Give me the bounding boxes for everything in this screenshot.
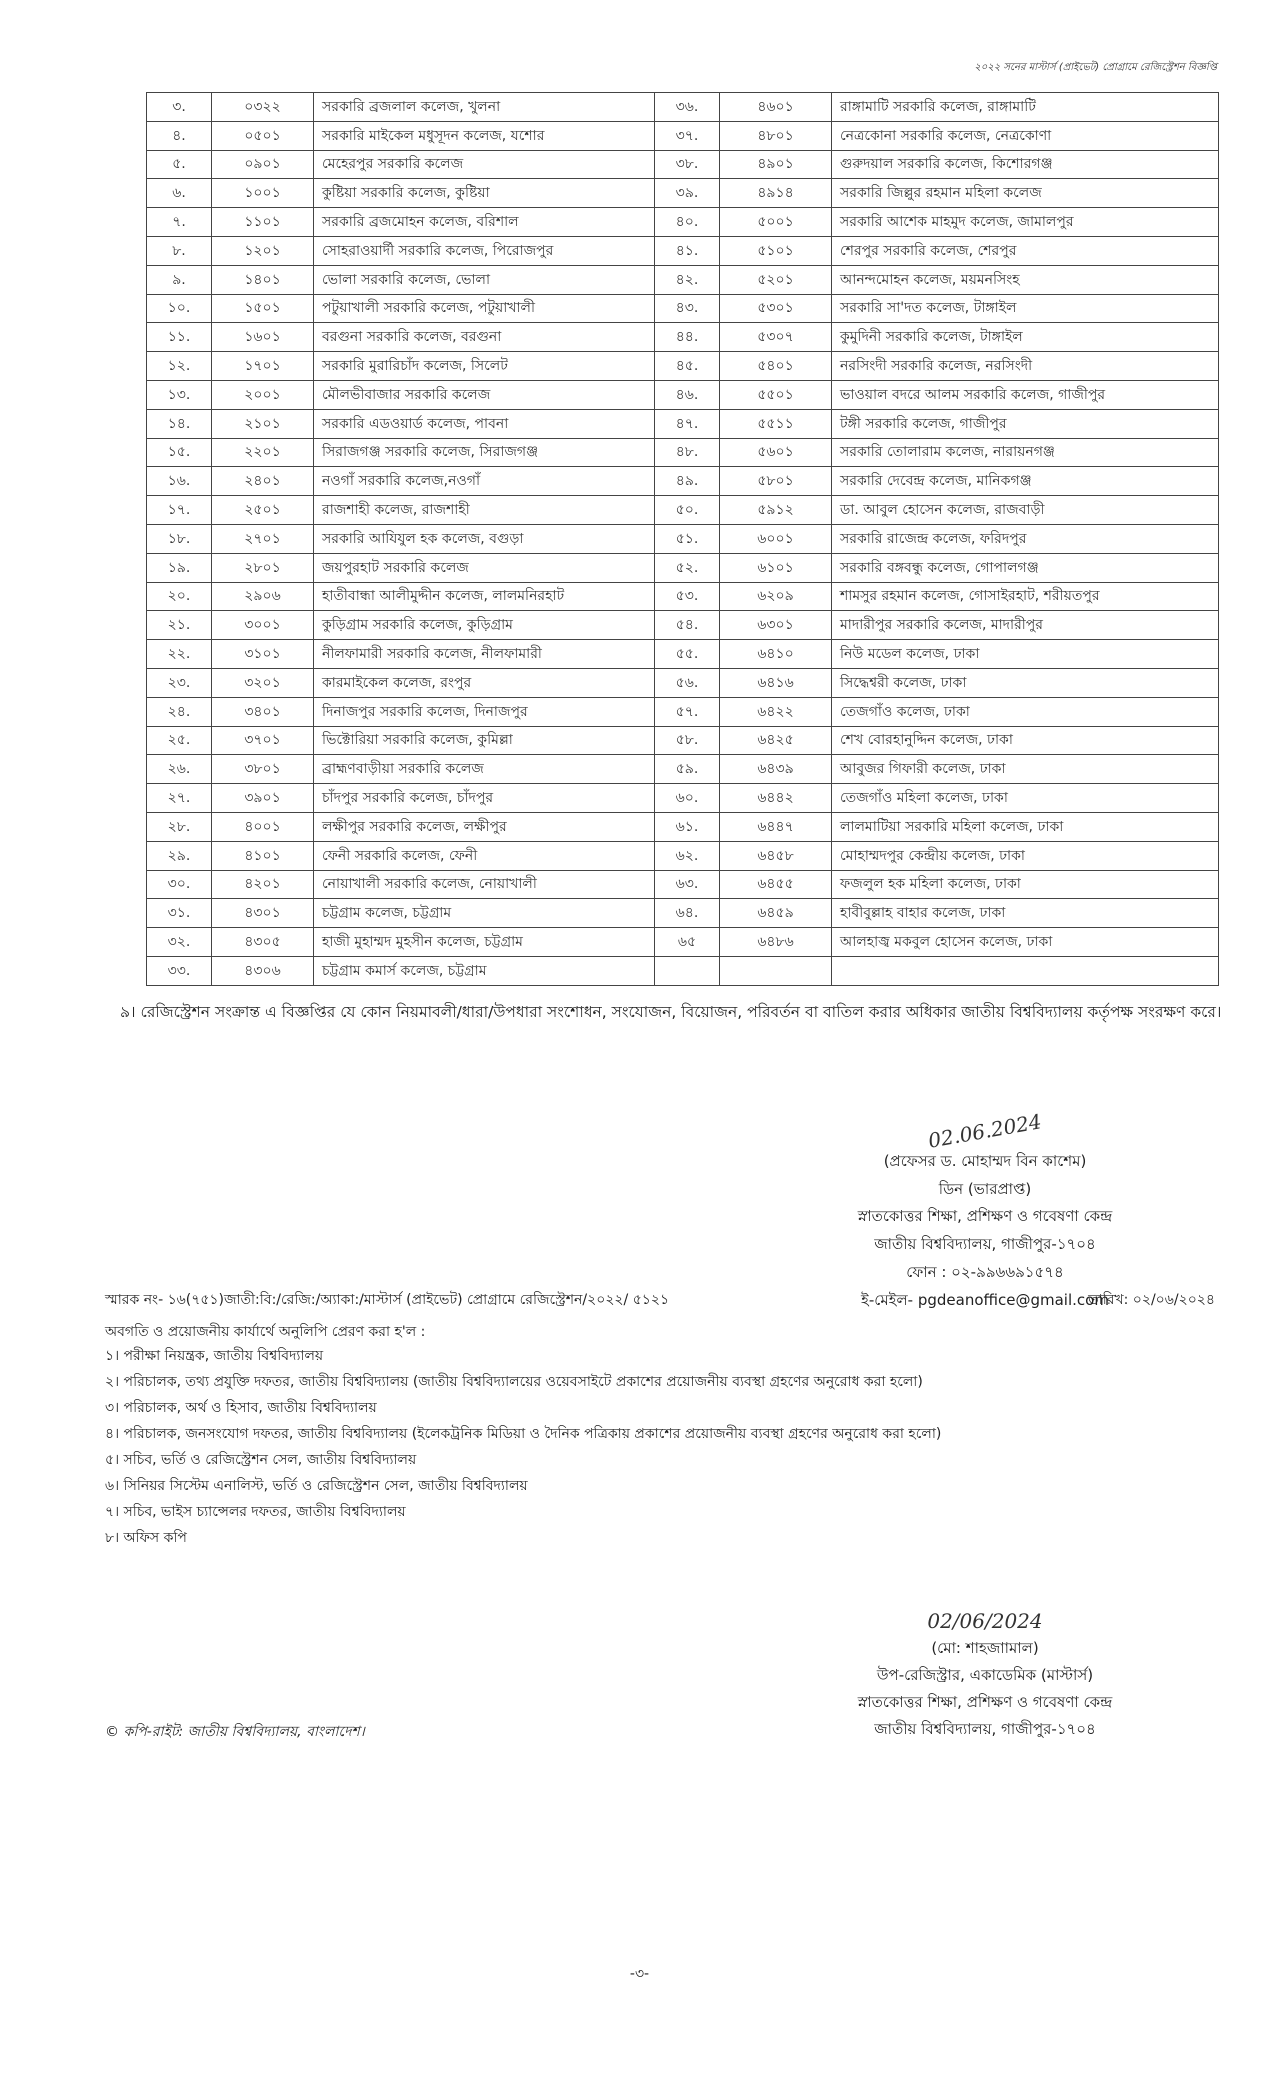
serial-cell: ৩১. <box>147 899 212 928</box>
code-cell: ৬২০৯ <box>720 582 832 611</box>
serial-cell: ১৫. <box>147 438 212 467</box>
code-cell: ২১০১ <box>212 409 314 438</box>
college-name-cell: মেহেরপুর সরকারি কলেজ <box>314 150 655 179</box>
code-cell: ৪১০১ <box>212 841 314 870</box>
serial-cell: ৫৮. <box>655 726 720 755</box>
college-name-cell: নীলফামারী সরকারি কলেজ, নীলফামারী <box>314 640 655 669</box>
memo-intro: অবগতি ও প্রয়োজনীয় কার্যার্থে অনুলিপি প্রেরণ করা হ'ল : <box>105 1324 426 1340</box>
code-cell: ৫৬০১ <box>720 438 832 467</box>
code-cell: ৫৩০১ <box>720 294 832 323</box>
code-cell: ৪৩০৬ <box>212 956 314 985</box>
code-cell: ৫৩০৭ <box>720 323 832 352</box>
code-cell: ৬৪৫৮ <box>720 841 832 870</box>
table-row <box>147 784 1219 813</box>
college-name-cell: রাজশাহী কলেজ, রাজশাহী <box>314 496 655 525</box>
college-name-cell: সরকারি তোলারাম কলেজ, নারায়নগঞ্জ <box>832 438 1219 467</box>
college-name-cell: সরকারি ব্রজমোহন কলেজ, বরিশাল <box>314 208 655 237</box>
code-cell: ০৯০১ <box>212 150 314 179</box>
table-row <box>147 928 1219 957</box>
serial-cell: ৫২. <box>655 553 720 582</box>
college-name-cell: সরকারি রাজেন্দ্র কলেজ, ফরিদপুর <box>832 524 1219 553</box>
memo-reference: স্মারক নং- ১৬(৭৫১)জাতী:বি:/রেজি:/অ্যাকা:/মাস্টার্স (প্রাইভেট) প্রোগ্রামে রেজিস্ট্রেশন/২০২২/ ৫১২১ <box>105 1292 670 1308</box>
table-row <box>147 179 1219 208</box>
serial-cell: ৮. <box>147 236 212 265</box>
code-cell: ৪৮০১ <box>720 121 832 150</box>
code-cell: ৬১০১ <box>720 553 832 582</box>
college-name-cell: চট্টগ্রাম কমার্স কলেজ, চট্টগ্রাম <box>314 956 655 985</box>
college-name-cell: কুড়িগ্রাম সরকারি কলেজ, কুড়িগ্রাম <box>314 611 655 640</box>
copy-recipient: ২। পরিচালক, তথ্য প্রযুক্তি দফতর, জাতীয় বিশ্ববিদ্যালয় (জাতীয় বিশ্ববিদ্যালয়ের ওয়েবসাইটে প্রকাশের প্রয়োজনীয় ব্যবস্থা গ্রহণের অনুরোধ করা হলো) <box>105 1374 923 1390</box>
serial-cell: ২৯. <box>147 841 212 870</box>
college-name-cell: কুমুদিনী সরকারি কলেজ, টাঙ্গাইল <box>832 323 1219 352</box>
code-cell: ৬৪৫৫ <box>720 870 832 899</box>
college-name-cell: তেজগাঁও মহিলা কলেজ, ঢাকা <box>832 784 1219 813</box>
college-name-cell: চট্টগ্রাম কলেজ, চট্টগ্রাম <box>314 899 655 928</box>
serial-cell: ২৫. <box>147 726 212 755</box>
code-cell: ৫০০১ <box>720 208 832 237</box>
college-name-cell: তেজগাঁও কলেজ, ঢাকা <box>832 697 1219 726</box>
table-row <box>147 208 1219 237</box>
code-cell: ৬৪৫৯ <box>720 899 832 928</box>
code-cell: ৪২০১ <box>212 870 314 899</box>
code-cell: ৪৩০৫ <box>212 928 314 957</box>
table-row <box>147 265 1219 294</box>
table-row <box>147 755 1219 784</box>
serial-cell: ১১. <box>147 323 212 352</box>
serial-cell: ৩৮. <box>655 150 720 179</box>
serial-cell: ১২. <box>147 352 212 381</box>
college-name-cell: ব্রাহ্মণবাড়ীয়া সরকারি কলেজ <box>314 755 655 784</box>
college-table <box>146 92 1219 986</box>
college-name-cell: সরকারি বঙ্গবন্ধু কলেজ, গোপালগঞ্জ <box>832 553 1219 582</box>
code-cell: ২৫০১ <box>212 496 314 525</box>
code-cell: ৫৯১২ <box>720 496 832 525</box>
table-row <box>147 956 1219 985</box>
code-cell: ৫৫১১ <box>720 409 832 438</box>
serial-cell: ২২. <box>147 640 212 669</box>
college-name-cell: নরসিংদী সরকারি কলেজ, নরসিংদী <box>832 352 1219 381</box>
signatory-dept: স্নাতকোত্তর শিক্ষা, প্রশিক্ষণ ও গবেষণা কেন্দ্র <box>857 1693 1113 1711</box>
serial-cell: ৩৯. <box>655 179 720 208</box>
code-cell: ০৫০১ <box>212 121 314 150</box>
serial-cell: ৬২. <box>655 841 720 870</box>
college-name-cell: হাজী মুহাম্মদ মুহসীন কলেজ, চট্টগ্রাম <box>314 928 655 957</box>
table-row <box>147 150 1219 179</box>
serial-cell: ৪২. <box>655 265 720 294</box>
college-name-cell: শেখ বোরহানুদ্দিন কলেজ, ঢাকা <box>832 726 1219 755</box>
table-row <box>147 553 1219 582</box>
signatory-name: (প্রফেসর ড. মোহাম্মদ বিন কাশেম) <box>883 1151 1087 1170</box>
code-cell: ৩৭০১ <box>212 726 314 755</box>
registrar-signature-block <box>820 1608 1150 1743</box>
college-name-cell: সরকারি এডওয়ার্ড কলেজ, পাবনা <box>314 409 655 438</box>
code-cell: ৪০০১ <box>212 812 314 841</box>
serial-cell: ১৯. <box>147 553 212 582</box>
college-name-cell: ভিক্টোরিয়া সরকারি কলেজ, কুমিল্লা <box>314 726 655 755</box>
college-name-cell: গুরুদয়াল সরকারি কলেজ, কিশোরগঞ্জ <box>832 150 1219 179</box>
serial-cell: ৫৩. <box>655 582 720 611</box>
serial-cell: ৬৫ <box>655 928 720 957</box>
code-cell: ৪৩০১ <box>212 899 314 928</box>
signatory-phone: ফোন : ০২-৯৯৬৬৯১৫৭৪ <box>906 1262 1064 1281</box>
code-cell: ৫৫০১ <box>720 380 832 409</box>
running-header: ২০২২ সনের মাস্টার্স (প্রাইভেট) প্রোগ্রামে রেজিস্ট্রেশন বিজ্ঞপ্তি <box>974 62 1217 73</box>
copy-recipient: ৩। পরিচালক, অর্থ ও হিসাব, জাতীয় বিশ্ববিদ্যালয় <box>105 1400 377 1416</box>
college-name-cell: দিনাজপুর সরকারি কলেজ, দিনাজপুর <box>314 697 655 726</box>
serial-cell: ৩২. <box>147 928 212 957</box>
table-row <box>147 323 1219 352</box>
college-name-cell: নিউ মডেল কলেজ, ঢাকা <box>832 640 1219 669</box>
copy-recipient: ৮। অফিস কপি <box>105 1530 187 1546</box>
table-row <box>147 611 1219 640</box>
college-name-cell: মোহাম্মদপুর কেন্দ্রীয় কলেজ, ঢাকা <box>832 841 1219 870</box>
code-cell: ১৬০১ <box>212 323 314 352</box>
serial-cell: ৪১. <box>655 236 720 265</box>
serial-cell <box>655 956 720 985</box>
copy-recipient: ৪। পরিচালক, জনসংযোগ দফতর, জাতীয় বিশ্ববিদ্যালয় (ইলেকট্রনিক মিডিয়া ও দৈনিক পত্রিকায় প্রকাশের প্রয়োজনীয় ব্যবস্থা গ্রহণের অনুরোধ করা হলো) <box>105 1426 942 1442</box>
serial-cell: ১৪. <box>147 409 212 438</box>
college-name-cell <box>832 956 1219 985</box>
code-cell: ৬৪১০ <box>720 640 832 669</box>
college-name-cell: সরকারি মাইকেল মধুসূদন কলেজ, যশোর <box>314 121 655 150</box>
dean-signature-block <box>820 1109 1150 1315</box>
code-cell: ৬০০১ <box>720 524 832 553</box>
college-name-cell: আলহাজ্ব মকবুল হোসেন কলেজ, ঢাকা <box>832 928 1219 957</box>
college-name-cell: পটুয়াখালী সরকারি কলেজ, পটুয়াখালী <box>314 294 655 323</box>
serial-cell: ২০. <box>147 582 212 611</box>
serial-cell: ৬৪. <box>655 899 720 928</box>
college-name-cell: হাতীবান্ধা আলীমুদ্দীন কলেজ, লালমনিরহাট <box>314 582 655 611</box>
college-name-cell: শেরপুর সরকারি কলেজ, শেরপুর <box>832 236 1219 265</box>
college-name-cell: নেত্রকোনা সরকারি কলেজ, নেত্রকোণা <box>832 121 1219 150</box>
code-cell: ৬৪৪৭ <box>720 812 832 841</box>
college-name-cell: সরকারি সা'দত কলেজ, টাঙ্গাইল <box>832 294 1219 323</box>
code-cell: ৪৯০১ <box>720 150 832 179</box>
code-cell: ৫৮০১ <box>720 467 832 496</box>
signatory-name: (মো: শাহজাামাল) <box>931 1639 1039 1657</box>
code-cell: ৩৮০১ <box>212 755 314 784</box>
serial-cell: ৬. <box>147 179 212 208</box>
table-row <box>147 352 1219 381</box>
code-cell: ৩১০১ <box>212 640 314 669</box>
serial-cell: ৭. <box>147 208 212 237</box>
code-cell: ৫৪০১ <box>720 352 832 381</box>
serial-cell: ৪৯. <box>655 467 720 496</box>
code-cell: ৬৪৪২ <box>720 784 832 813</box>
table-row <box>147 726 1219 755</box>
college-name-cell: মৌলভীবাজার সরকারি কলেজ <box>314 380 655 409</box>
serial-cell: ২১. <box>147 611 212 640</box>
college-name-cell: আবুজর গিফারী কলেজ, ঢাকা <box>832 755 1219 784</box>
college-name-cell: জয়পুরহাট সরকারি কলেজ <box>314 553 655 582</box>
table-row <box>147 582 1219 611</box>
copy-recipient: ১। পরীক্ষা নিয়ন্ত্রক, জাতীয় বিশ্ববিদ্যালয় <box>105 1348 324 1364</box>
serial-cell: ৪৩. <box>655 294 720 323</box>
serial-cell: ৩. <box>147 93 212 122</box>
college-name-cell: সরকারি আযিযুল হক কলেজ, বগুড়া <box>314 524 655 553</box>
college-name-cell: ফজলুল হক মহিলা কলেজ, ঢাকা <box>832 870 1219 899</box>
table-row <box>147 121 1219 150</box>
college-name-cell: সিরাজগঞ্জ সরকারি কলেজ, সিরাজগঞ্জ <box>314 438 655 467</box>
memo-block <box>105 1288 1215 1344</box>
college-name-cell: কারমাইকেল কলেজ, রংপুর <box>314 668 655 697</box>
code-cell: ৬৪২৫ <box>720 726 832 755</box>
table-row <box>147 524 1219 553</box>
serial-cell: ৫৬. <box>655 668 720 697</box>
code-cell: ২৯০৬ <box>212 582 314 611</box>
table-row <box>147 438 1219 467</box>
serial-cell: ৬৩. <box>655 870 720 899</box>
code-cell: ৩৯০১ <box>212 784 314 813</box>
serial-cell: ১০. <box>147 294 212 323</box>
memo-date: তারিখ: ০২/০৬/২০২৪ <box>1088 1292 1215 1308</box>
table-row <box>147 899 1219 928</box>
page-number: -৩- <box>629 1966 650 1982</box>
serial-cell: ৫. <box>147 150 212 179</box>
college-name-cell: ফেনী সরকারি কলেজ, ফেনী <box>314 841 655 870</box>
code-cell <box>720 956 832 985</box>
copy-recipient: ৭। সচিব, ভাইস চ্যান্সেলর দফতর, জাতীয় বিশ্ববিদ্যালয় <box>105 1504 406 1520</box>
serial-cell: ৪৪. <box>655 323 720 352</box>
code-cell: ৩০০১ <box>212 611 314 640</box>
table-row <box>147 409 1219 438</box>
serial-cell: ২৬. <box>147 755 212 784</box>
serial-cell: ৫১. <box>655 524 720 553</box>
serial-cell: ৩৩. <box>147 956 212 985</box>
college-name-cell: সরকারি দেবেন্দ্র কলেজ, মানিকগঞ্জ <box>832 467 1219 496</box>
serial-cell: ১৮. <box>147 524 212 553</box>
table-row <box>147 668 1219 697</box>
code-cell: ১৪০১ <box>212 265 314 294</box>
serial-cell: ১৭. <box>147 496 212 525</box>
serial-cell: ১৬. <box>147 467 212 496</box>
handwritten-signature-date: 02.06.2024 <box>926 1109 1044 1153</box>
table-row <box>147 294 1219 323</box>
serial-cell: ৫৪. <box>655 611 720 640</box>
serial-cell: ৪৭. <box>655 409 720 438</box>
college-name-cell: চাঁদপুর সরকারি কলেজ, চাঁদপুর <box>314 784 655 813</box>
clause-9: ৯। রেজিস্ট্রেশন সংক্রান্ত এ বিজ্ঞপ্তির যে কোন নিয়মাবলী/ধারা/উপধারা সংশোধন, সংযোজন, বিয়োজন, পরিবর্তন বা বাতিল করার অধিকার জাতীয় বিশ্ববিদ্যালয় কর্তৃপক্ষ সংরক্ষণ করে। <box>120 1003 1222 1021</box>
serial-cell: ২৭. <box>147 784 212 813</box>
signatory-dept: স্নাতকোত্তর শিক্ষা, প্রশিক্ষণ ও গবেষণা কেন্দ্র <box>857 1207 1113 1226</box>
college-name-cell: টঙ্গী সরকারি কলেজ, গাজীপুর <box>832 409 1219 438</box>
serial-cell: ১৩. <box>147 380 212 409</box>
code-cell: ৬৪৮৬ <box>720 928 832 957</box>
code-cell: ২৭০১ <box>212 524 314 553</box>
code-cell: ১১০১ <box>212 208 314 237</box>
serial-cell: ৯. <box>147 265 212 294</box>
college-name-cell: লালমাটিয়া সরকারি মহিলা কলেজ, ঢাকা <box>832 812 1219 841</box>
serial-cell: ২৮. <box>147 812 212 841</box>
serial-cell: ৪৮. <box>655 438 720 467</box>
serial-cell: ৩০. <box>147 870 212 899</box>
signatory-title: উপ-রেজিস্ট্রার, একাডেমিক (মাস্টার্স) <box>876 1666 1094 1684</box>
copy-recipient: ৫। সচিব, ভর্তি ও রেজিস্ট্রেশন সেল, জাতীয় বিশ্ববিদ্যালয় <box>105 1452 417 1468</box>
college-name-cell: ডা. আবুল হোসেন কলেজ, রাজবাড়ী <box>832 496 1219 525</box>
serial-cell: ৫০. <box>655 496 720 525</box>
college-name-cell: কুষ্টিয়া সরকারি কলেজ, কুষ্টিয়া <box>314 179 655 208</box>
table-row <box>147 380 1219 409</box>
college-name-cell: বরগুনা সরকারি কলেজ, বরগুনা <box>314 323 655 352</box>
college-name-cell: মাদারীপুর সরকারি কলেজ, মাদারীপুর <box>832 611 1219 640</box>
college-name-cell: সরকারি আশেক মাহমুদ কলেজ, জামালপুর <box>832 208 1219 237</box>
table-row <box>147 467 1219 496</box>
college-name-cell: রাঙ্গামাটি সরকারি কলেজ, রাঙ্গামাটি <box>832 93 1219 122</box>
college-name-cell: লক্ষীপুর সরকারি কলেজ, লক্ষীপুর <box>314 812 655 841</box>
serial-cell: ২৪. <box>147 697 212 726</box>
code-cell: ৩২০১ <box>212 668 314 697</box>
college-name-cell: সোহরাওয়ার্দী সরকারি কলেজ, পিরোজপুর <box>314 236 655 265</box>
serial-cell: ৪. <box>147 121 212 150</box>
signatory-org: জাতীয় বিশ্ববিদ্যালয়, গাজীপুর-১৭০৪ <box>874 1235 1096 1254</box>
signatory-title: ডিন (ভারপ্রাপ্ত) <box>938 1179 1032 1198</box>
college-name-cell: সরকারি ব্রজলাল কলেজ, খুলনা <box>314 93 655 122</box>
table-row <box>147 496 1219 525</box>
signatory-org: জাতীয় বিশ্ববিদ্যালয়, গাজীপুর-১৭০৪ <box>874 1720 1096 1738</box>
code-cell: ৫১০১ <box>720 236 832 265</box>
college-name-cell: আনন্দমোহন কলেজ, ময়মনসিংহ <box>832 265 1219 294</box>
college-name-cell: সিদ্ধেশ্বরী কলেজ, ঢাকা <box>832 668 1219 697</box>
college-name-cell: সরকারি মুরারিচাঁদ কলেজ, সিলেট <box>314 352 655 381</box>
code-cell: ৬৪১৬ <box>720 668 832 697</box>
serial-cell: ৫৭. <box>655 697 720 726</box>
code-cell: ১০০১ <box>212 179 314 208</box>
code-cell: ১২০১ <box>212 236 314 265</box>
signatory-email[interactable]: ই-মেইল- pgdeanoffice@gmail.com <box>861 1290 1109 1309</box>
college-name-cell: নওগাঁ সরকারি কলেজ,নওগাঁ <box>314 467 655 496</box>
code-cell: ৬৪২২ <box>720 697 832 726</box>
table-row <box>147 93 1219 122</box>
table-row <box>147 640 1219 669</box>
handwritten-signature-date: 02/06/2024 <box>927 1609 1043 1633</box>
serial-cell: ৫৯. <box>655 755 720 784</box>
code-cell: ৪৬০১ <box>720 93 832 122</box>
copyright: © কপি-রাইট: জাতীয় বিশ্ববিদ্যালয়, বাংলাদেশ। <box>105 1724 365 1740</box>
code-cell: ২২০১ <box>212 438 314 467</box>
code-cell: ২৪০১ <box>212 467 314 496</box>
serial-cell: ৪৫. <box>655 352 720 381</box>
serial-cell: ৬১. <box>655 812 720 841</box>
table-row <box>147 841 1219 870</box>
serial-cell: ২৩. <box>147 668 212 697</box>
college-name-cell: নোয়াখালী সরকারি কলেজ, নোয়াখালী <box>314 870 655 899</box>
table-row <box>147 697 1219 726</box>
code-cell: ৬৪৩৯ <box>720 755 832 784</box>
code-cell: ৫২০১ <box>720 265 832 294</box>
table-row <box>147 870 1219 899</box>
college-name-cell: শামসুর রহমান কলেজ, গোসাইরহাট, শরীয়তপুর <box>832 582 1219 611</box>
college-name-cell: ভোলা সরকারি কলেজ, ভোলা <box>314 265 655 294</box>
table-row <box>147 812 1219 841</box>
serial-cell: ৫৫. <box>655 640 720 669</box>
code-cell: ৬৩০১ <box>720 611 832 640</box>
copy-list <box>105 1343 941 1551</box>
code-cell: ১৭০১ <box>212 352 314 381</box>
serial-cell: ৩৬. <box>655 93 720 122</box>
college-name-cell: হাবীবুল্লাহ বাহার কলেজ, ঢাকা <box>832 899 1219 928</box>
copy-recipient: ৬। সিনিয়র সিস্টেম এনালিস্ট, ভর্তি ও রেজিস্ট্রেশন সেল, জাতীয় বিশ্ববিদ্যালয় <box>105 1478 528 1494</box>
college-name-cell: ভাওয়াল বদরে আলম সরকারি কলেজ, গাজীপুর <box>832 380 1219 409</box>
code-cell: ১৫০১ <box>212 294 314 323</box>
code-cell: ০৩২২ <box>212 93 314 122</box>
table-row <box>147 236 1219 265</box>
serial-cell: ৩৭. <box>655 121 720 150</box>
code-cell: ২৮০১ <box>212 553 314 582</box>
code-cell: ৩৪০১ <box>212 697 314 726</box>
serial-cell: ৪৬. <box>655 380 720 409</box>
college-name-cell: সরকারি জিল্লুর রহমান মহিলা কলেজ <box>832 179 1219 208</box>
code-cell: ২০০১ <box>212 380 314 409</box>
serial-cell: ৪০. <box>655 208 720 237</box>
serial-cell: ৬০. <box>655 784 720 813</box>
code-cell: ৪৯১৪ <box>720 179 832 208</box>
